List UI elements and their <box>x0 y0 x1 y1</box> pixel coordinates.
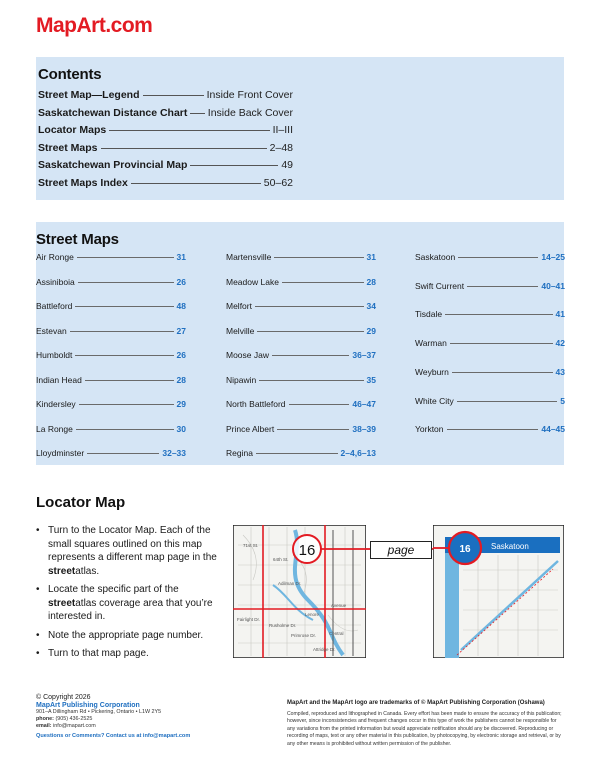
instruction-item <box>36 629 226 643</box>
instruction-item <box>36 647 226 661</box>
street-map-row[interactable] <box>36 424 186 434</box>
street-label: Lenore <box>305 612 320 617</box>
leader-line <box>79 404 174 405</box>
page-number: 41 <box>555 309 565 320</box>
toc-row[interactable] <box>38 177 293 195</box>
map-page-number: 16 <box>459 544 471 555</box>
publisher-email <box>36 723 256 730</box>
page-number: 26 <box>176 350 186 360</box>
leader-line <box>76 429 174 430</box>
town-name: North Battleford <box>226 399 286 409</box>
town-name: Moose Jaw <box>226 350 269 360</box>
toc-page: 2–48 <box>269 141 293 154</box>
street-map-row[interactable] <box>226 252 376 262</box>
leader-line <box>457 401 558 402</box>
town-name: Melville <box>226 325 255 336</box>
street-map-row[interactable] <box>226 399 376 409</box>
page-callout-label: page <box>370 541 432 559</box>
toc-label: Saskatchewan Provincial Map <box>38 159 188 171</box>
instruction-bold: street <box>48 565 76 577</box>
leader-line <box>75 306 173 307</box>
street-map-row[interactable] <box>36 350 186 360</box>
page-number: 14–25 <box>541 252 565 262</box>
page-number: 28 <box>176 374 186 385</box>
publisher-phone <box>36 716 256 723</box>
instruction-bold: street <box>48 597 76 609</box>
town-name: Melfort <box>226 301 252 311</box>
page-number: 28 <box>366 276 376 287</box>
publisher-name: MapArt Publishing Corporation <box>36 702 140 709</box>
page-number: 34 <box>366 301 376 311</box>
email-value[interactable]: info@mapart.com <box>51 723 96 729</box>
street-map-row[interactable] <box>415 367 565 377</box>
toc-label: Street Map—Legend <box>38 89 140 101</box>
leader-line <box>277 429 349 430</box>
instruction-text: Turn to the Locator Map. Each of the small squares outlined on this map represents a different map page in the <box>48 525 217 563</box>
street-label: Adilman Dr. <box>278 581 302 586</box>
town-name: Battleford <box>36 301 73 311</box>
instruction-text: atlas coverage area that you’re interested in. <box>48 597 213 622</box>
leader-line <box>447 429 539 430</box>
river-strip <box>445 553 459 658</box>
town-name: Saskatoon <box>415 252 456 262</box>
page-number: 26 <box>176 276 186 287</box>
street-map-row[interactable] <box>36 252 186 262</box>
town-name: La Ronge <box>36 423 73 434</box>
street-label: Avenue <box>331 603 347 608</box>
contents-panel <box>36 57 564 200</box>
toc-row[interactable] <box>38 107 293 125</box>
toc-label: Street Maps <box>38 141 98 154</box>
leader-line <box>274 257 363 258</box>
leader-line <box>259 380 363 381</box>
town-name: Meadow Lake <box>226 276 279 287</box>
street-label: Central <box>329 631 344 636</box>
leader-line <box>458 257 538 258</box>
street-label: 71st St. <box>243 543 259 548</box>
contents-list <box>38 89 293 194</box>
leader-line <box>109 130 269 131</box>
page-number: 30 <box>176 423 186 434</box>
street-map-row[interactable] <box>226 350 376 360</box>
town-name: Assiniboia <box>36 276 75 287</box>
leader-line <box>190 113 204 114</box>
leader-line <box>450 343 553 344</box>
leader-line <box>190 165 278 166</box>
footer-legal <box>287 700 565 748</box>
town-name: Kindersley <box>36 399 76 409</box>
street-map-row[interactable] <box>36 399 186 409</box>
street-label: 64th St. <box>273 557 289 562</box>
phone-label: phone: <box>36 716 54 722</box>
street-map-row[interactable] <box>415 338 565 348</box>
mapart-logo: MapArt.com <box>36 14 153 37</box>
page-number: 32–33 <box>162 448 186 458</box>
toc-label: Locator Maps <box>38 124 107 136</box>
legal-fine-print: Compiled, reproduced and lithographed in Canada. Every effort has been made to ensure the accuracy of this publication; however, since inconsistencies and frequent changes occur in this type of work the publishers cannot be responsible for any variations from the printed information but would appreciate notification should any be discovered. Reproducing or recording of maps, text or any other material in this publication, by photocopying, by electronic storage and retrieval, or by any other means is prohibited without written permission of the publisher. <box>287 711 562 747</box>
page-number: 2–4,6–13 <box>340 448 376 458</box>
street-map-row[interactable] <box>415 309 565 319</box>
page-number: 48 <box>176 301 186 311</box>
leader-line <box>467 286 538 287</box>
phone-value: (905) 436-2525 <box>53 716 93 722</box>
town-name: Prince Albert <box>226 423 275 434</box>
street-label: Fairlight Dr. <box>237 617 261 622</box>
street-map-row[interactable] <box>36 277 186 287</box>
publisher-address: 901–A Dillingham Rd • Pickering, Ontario • L1W 2Y5 <box>36 709 162 715</box>
toc-page: Inside Front Cover <box>206 89 293 101</box>
leader-line <box>282 282 364 283</box>
leader-line <box>143 95 204 96</box>
instruction-item <box>36 583 226 624</box>
page-number: 5 <box>560 395 565 406</box>
leader-line <box>445 314 552 315</box>
street-map-row[interactable] <box>226 277 376 287</box>
toc-label: Street Maps Index <box>38 176 128 189</box>
locator-instructions <box>36 524 226 666</box>
leader-line <box>272 355 349 356</box>
town-name: Weyburn <box>415 366 449 377</box>
street-maps-title: Street Maps <box>36 231 119 248</box>
contact-link[interactable]: Questions or Comments? Contact us at info@mapart.com <box>36 733 191 739</box>
leader-line <box>87 453 159 454</box>
instruction-text: Note the appropriate page number. <box>48 629 204 641</box>
contents-title: Contents <box>38 66 102 83</box>
leader-line <box>289 404 350 405</box>
street-map-row[interactable] <box>415 281 565 291</box>
leader-line <box>256 453 338 454</box>
leader-line <box>101 148 267 149</box>
page-number: 43 <box>555 366 565 377</box>
instruction-text: atlas. <box>75 565 100 577</box>
street-map-row[interactable] <box>226 448 376 458</box>
instruction-text: Locate the specific part of the <box>48 584 179 595</box>
town-name: Swift Current <box>415 280 465 291</box>
town-name: Martensville <box>226 252 272 262</box>
toc-row[interactable] <box>38 89 293 107</box>
town-name: Humboldt <box>36 350 73 360</box>
street-map-row[interactable] <box>415 396 565 406</box>
town-name: Lloydminster <box>36 448 85 458</box>
street-maps-panel <box>36 222 564 465</box>
street-map-row[interactable] <box>36 326 186 336</box>
toc-row[interactable] <box>38 159 293 177</box>
street-map-row[interactable] <box>226 424 376 434</box>
page-number: 38–39 <box>352 423 376 434</box>
street-map-page-illustration <box>433 525 564 658</box>
page-number: 29 <box>366 325 376 336</box>
town-name: Regina <box>226 448 253 458</box>
town-name: Warman <box>415 338 447 349</box>
leader-line <box>452 372 553 373</box>
street-map-row[interactable] <box>36 375 186 385</box>
map-city-name: Saskatoon <box>491 542 529 551</box>
locator-map-title: Locator Map <box>36 494 126 511</box>
email-label: email: <box>36 723 52 729</box>
street-label: Attridge Dr. <box>313 647 336 652</box>
callout-connector <box>366 548 434 552</box>
instruction-item <box>36 524 226 578</box>
footer-publisher <box>36 694 256 739</box>
town-name: Tisdale <box>415 309 443 320</box>
copyright: © Copyright 2026 <box>36 694 91 701</box>
street-label: Primrose Dr. <box>291 633 317 638</box>
town-name: Estevan <box>36 325 67 336</box>
page-number: 31 <box>366 252 376 262</box>
street-map-row[interactable] <box>415 424 565 434</box>
leader-line <box>70 331 174 332</box>
street-label: Rusholme Dr. <box>269 623 297 628</box>
town-name: Nipawin <box>226 374 257 385</box>
page-number: 36–37 <box>352 350 376 360</box>
toc-label: Saskatchewan Distance Chart <box>38 106 188 119</box>
page-number: 27 <box>176 325 186 336</box>
street-map-row[interactable] <box>226 326 376 336</box>
leader-line <box>75 355 173 356</box>
map-page-number: 16 <box>298 542 316 559</box>
street-map-row[interactable] <box>36 301 186 311</box>
toc-row[interactable] <box>38 124 293 142</box>
town-name: White City <box>415 395 454 406</box>
leader-line <box>77 257 174 258</box>
leader-line <box>78 282 174 283</box>
page-number: 46–47 <box>352 399 376 409</box>
toc-row[interactable] <box>38 142 293 160</box>
trademark-notice: MapArt and the MapArt logo are trademarks of © MapArt Publishing Corporation (Oshawa) <box>287 700 545 706</box>
street-map-row[interactable] <box>226 375 376 385</box>
leader-line <box>257 331 363 332</box>
leader-line <box>85 380 174 381</box>
street-map-row[interactable] <box>36 448 186 458</box>
leader-line <box>131 183 261 184</box>
street-map-row[interactable] <box>226 301 376 311</box>
page-number: 29 <box>176 399 186 409</box>
page-number: 40–41 <box>541 280 565 291</box>
toc-page: Inside Back Cover <box>207 106 293 119</box>
page-number: 35 <box>366 374 376 385</box>
page-number: 42 <box>555 338 565 349</box>
town-name: Air Ronge <box>36 252 74 262</box>
toc-page: 49 <box>281 159 293 171</box>
town-name: Yorkton <box>415 424 444 435</box>
leader-line <box>255 306 364 307</box>
street-map-row[interactable] <box>415 252 565 262</box>
locator-map-illustration <box>233 525 366 658</box>
toc-page: 50–62 <box>263 176 293 189</box>
town-name: Indian Head <box>36 374 82 385</box>
page-number: 31 <box>176 252 186 262</box>
toc-page: II–III <box>272 124 293 136</box>
page-number: 44–45 <box>541 424 565 435</box>
instruction-text: Turn to that map page. <box>48 648 149 659</box>
